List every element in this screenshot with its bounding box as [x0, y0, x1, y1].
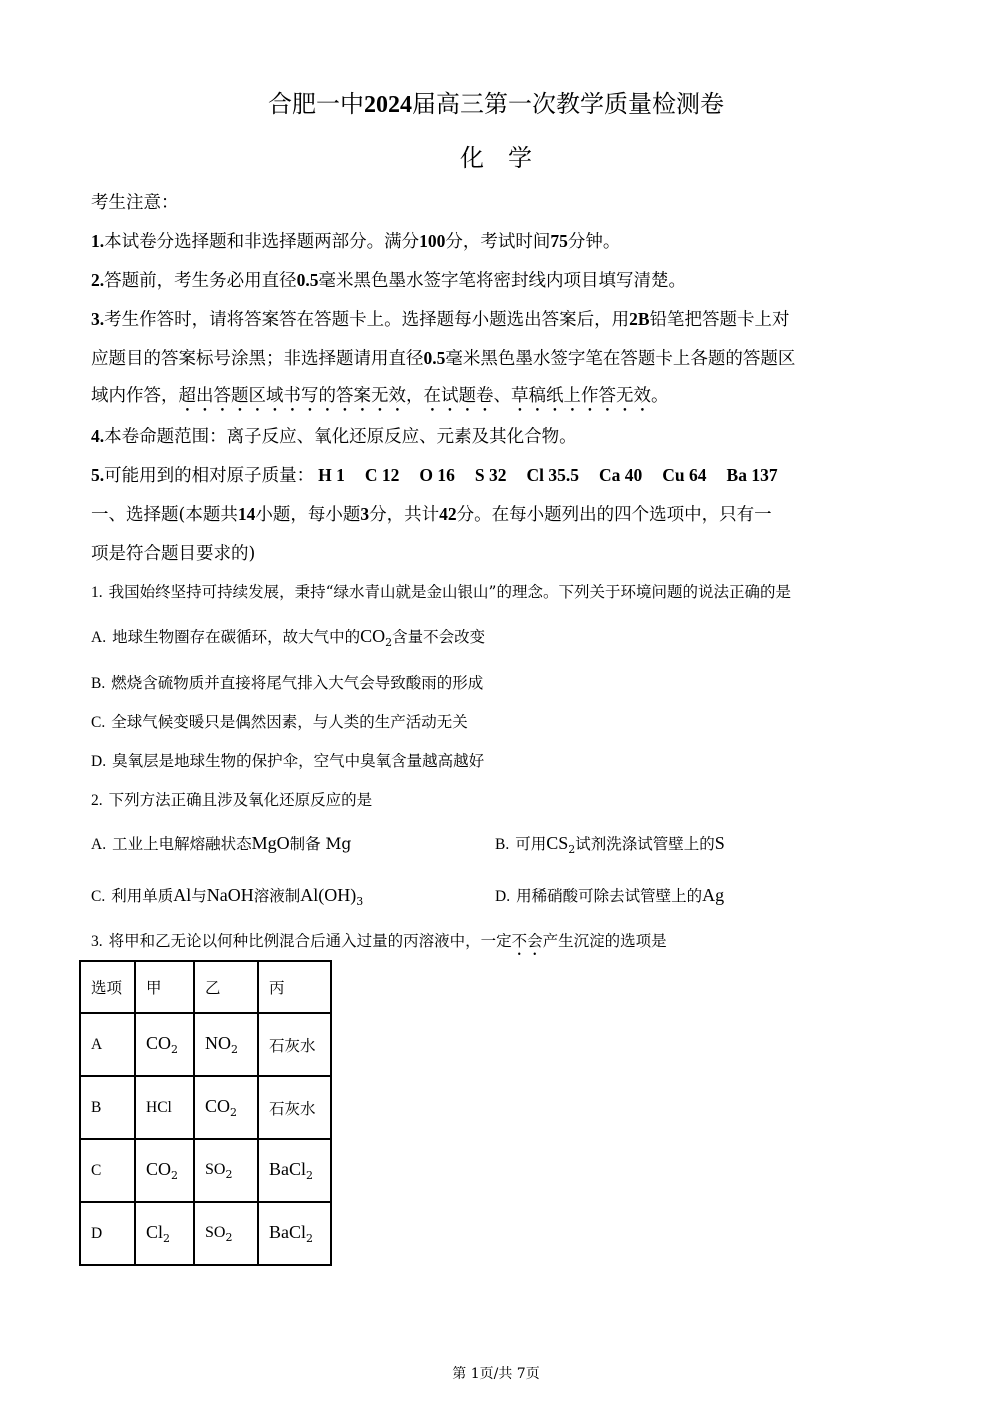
emphasis-text: 在试题卷、草稿纸上作答无效: [423, 386, 651, 406]
table-header-cell: 甲: [135, 961, 194, 1013]
table-cell: $CO_2$: [194, 1076, 258, 1139]
notice-item-4: 4.本卷命题范围：离子反应、氧化还原反应、元素及其化合物。: [91, 426, 577, 447]
question-3-table: [79, 960, 332, 1266]
table-cell: BaCl$_2$: [258, 1139, 331, 1202]
notice-item-1: 1.本试卷分选择题和非选择题两部分。满分100分，考试时间75分钟。: [91, 231, 621, 252]
question-2-option-d: D. 用稀硝酸可除去试管壁上的Ag: [495, 885, 725, 905]
page-footer: 第 1页/共 7页: [452, 1366, 540, 1382]
question-2-stem: 2. 下列方法正确且涉及氧化还原反应的是: [91, 791, 373, 809]
table-row: [80, 1013, 331, 1076]
table-cell: BaCl$_2$: [258, 1202, 331, 1265]
table-cell: $Cl_2$: [135, 1202, 194, 1265]
table-cell: HCl: [135, 1076, 194, 1139]
section-heading: 一、选择题(本题共14小题，每小题3分，共计42分。在每小题列出的四个选项中，只有一: [91, 504, 772, 525]
emphasis-text: 不会: [511, 932, 543, 950]
table-cell: D: [80, 1202, 135, 1265]
notice-item-3: 3.考生作答时，请将答案答在答题卡上。选择题每小题选出答案后，用2B铅笔把答题卡上对: [91, 309, 790, 330]
table-cell: $NO_2$: [194, 1013, 258, 1076]
notice-heading: 考生注意：: [91, 193, 179, 213]
exam-title: 合肥一中2024届高三第一次教学质量检测卷: [268, 90, 724, 118]
question-1-stem: 1. 我国始终坚持可持续发展，秉持“绿水青山就是金山银山”的理念。下列关于环境问题的说法正确的是: [91, 583, 791, 601]
table-header-row: [80, 961, 331, 1013]
table-header-cell: 选项: [80, 961, 135, 1013]
subject-title: 化学: [460, 144, 556, 172]
table-cell: $CO_2$: [135, 1013, 194, 1076]
table-row: [80, 1202, 331, 1265]
notice-item-3-line3: 域内作答，超出答题区域书写的答案无效，在试题卷、草稿纸上作答无效。: [91, 386, 669, 406]
table-cell: $SO_2$: [194, 1139, 258, 1202]
table-cell: A: [80, 1013, 135, 1076]
question-1-option-d: D. 臭氧层是地球生物的保护伞，空气中臭氧含量越高越好: [91, 752, 485, 770]
question-1-option-c: C. 全球气候变暖只是偶然因素，与人类的生产活动无关: [91, 713, 468, 731]
table-cell: B: [80, 1076, 135, 1139]
question-2-option-a: A. 工业上电解熔融状态MgO制备 Mg: [91, 833, 352, 853]
notice-item-2: 2.答题前，考生务必用直径0.5毫米黑色墨水签字笔将密封线内项目填写清楚。: [91, 270, 686, 291]
question-3-stem: 3. 将甲和乙无论以何种比例混合后通入过量的丙溶液中，一定不会产生沉淀的选项是: [91, 932, 667, 950]
table-row: [80, 1139, 331, 1202]
question-1-option-a: A. 地球生物圈存在碳循环，故大气中的$CO_2$含量不会改变: [91, 626, 486, 650]
table-cell: C: [80, 1139, 135, 1202]
table-cell: $SO_2$: [194, 1202, 258, 1265]
notice-item-5: 5.可能用到的相对原子质量： H 1 C 12 O 16 S 32 Cl 35.5 Ca 40 Cu 64 Ba 137: [91, 465, 778, 486]
table-cell: 石灰水: [258, 1076, 331, 1139]
question-2-option-b: B. 可用$CS_2$试剂洗涤试管壁上的S: [495, 833, 725, 857]
table-cell: $CO_2$: [135, 1139, 194, 1202]
table-header-cell: 乙: [194, 961, 258, 1013]
question-1-option-b: B. 燃烧含硫物质并直接将尾气排入大气会导致酸雨的形成: [91, 674, 484, 692]
notice-item-3-line2: 应题目的答案标号涂黑；非选择题请用直径0.5毫米黑色墨水签字笔在答题卡上各题的答题区: [91, 348, 796, 369]
section-heading-line2: 项是符合题目要求的): [91, 544, 256, 564]
table-cell: 石灰水: [258, 1013, 331, 1076]
question-2-option-c: C. 利用单质Al与NaOH溶液制$Al(OH)_3$: [91, 885, 364, 909]
emphasis-text: 超出答题区域书写的答案无效: [178, 386, 406, 406]
table-row: [80, 1076, 331, 1139]
table-header-cell: 丙: [258, 961, 331, 1013]
